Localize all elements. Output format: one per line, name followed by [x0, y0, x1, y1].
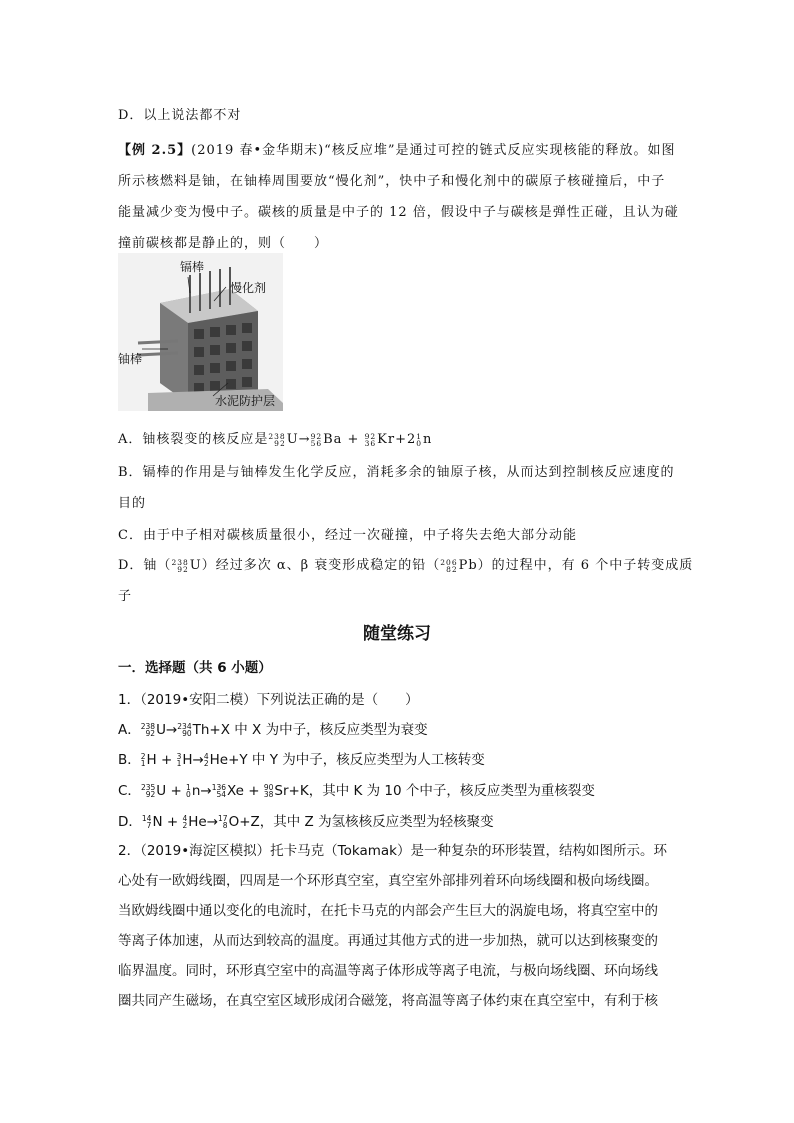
- q1-option-b: B． 2 1 H + 3 1 H→ 4 2 He+Y 中 Y 为中子，核反应类型为人工核转变: [118, 752, 485, 768]
- q2-line-5: 临界温度。同时，环形真空室中的高温等离子体形成等离子电流，与极向场线圈、环向场线: [118, 963, 658, 979]
- q1-b-text: He+Y 中 Y 为中子，核反应类型为人工核转变: [209, 752, 485, 768]
- previous-option-d: D．以上说法都不对: [118, 108, 242, 123]
- q1-a-text: Th+X 中 X 为中子，核反应类型为衰变: [192, 722, 428, 738]
- q2-line-4: 等离子体加速，从而达到较高的温度。再通过其他方式的进一步加热，就可以达到核聚变的: [118, 933, 658, 949]
- q1-d-text: O+Z，其中 Z 为氢核核反应类型为轻核聚变: [228, 814, 494, 830]
- label-concrete-shield: 水泥防护层: [215, 394, 276, 408]
- q1-option-d: D． 14 7 N + 4 2 He→ 17 8 O+Z，其中 Z 为氢核核反应类型为轻核聚变: [118, 814, 494, 830]
- option-a-text: A．铀核裂变的核反应是: [118, 432, 269, 447]
- q2-line-6: 圈共同产生磁场，在真空室区域形成闭合磁笼，将高温等离子体约束在真空室中，有利于核: [118, 993, 658, 1009]
- q1-option-a: A． 238 92 U→ 234 90 Th+X 中 X 为中子，核反应类型为衰变: [118, 722, 428, 738]
- option-b-line-1: B．镉棒的作用是与铀棒发生化学反应，消耗多余的铀原子核，从而达到控制核反应速度的: [118, 465, 675, 480]
- q1-c-text: Sr+K，其中 K 为 10 个中子，核反应类型为重核裂变: [274, 783, 595, 799]
- label-cadmium-rod: 镉棒: [180, 260, 205, 274]
- reactor-figure: [118, 253, 283, 411]
- q1-option-c: C． 235 92 U + 1 0 n→ 136 54 Xe + 90 38 Sr+K，其中 K 为 10 个中子，核反应类型为重核裂变: [118, 783, 595, 799]
- label-moderator: 慢化剂: [230, 281, 267, 295]
- section-title: 随堂练习: [363, 624, 431, 644]
- q2-line-2: 心处有一欧姆线圈，四周是一个环形真空室，真空室外部排列着环向场线圈和极向场线圈。: [118, 873, 658, 889]
- section-header: 一．选择题（共 6 小题）: [118, 660, 272, 676]
- example-tag: 【例 2.5】: [118, 143, 192, 158]
- option-d-part-1: D．铀（: [118, 558, 172, 573]
- option-d-line-2: 子: [118, 589, 133, 604]
- option-d-line-1: D．铀（ 238 92 U）经过多次 α、β 衰变形成稳定的铅（ 206 82 Pb）的过程中，有 6 个中子转变成质: [118, 557, 694, 574]
- option-d-part-2: U）经过多次 α、β 衰变形成稳定的铅（: [189, 558, 441, 573]
- example-line-2: 所示核燃料是铀，在铀棒周围要放“慢化剂”，快中子和慢化剂中的碳原子核碰撞后，中子: [118, 174, 666, 189]
- q1-stem: 1．（2019•安阳二模）下列说法正确的是（ ）: [118, 692, 419, 708]
- q2-line-1: 2．（2019•海淀区模拟）托卡马克（Tokamak）是一种复杂的环形装置，结构如图所示。环: [118, 843, 667, 859]
- example-line-4: 撞前碳核都是静止的，则（ ）: [118, 236, 329, 251]
- option-c: C．由于中子相对碳核质量很小，经过一次碰撞，中子将失去绝大部分动能: [118, 528, 577, 543]
- option-a: A．铀核裂变的核反应是 238 92 U→ 92 56 Ba + 92 36 Kr+2 1 0 n: [118, 431, 433, 448]
- q2-paragraph: [118, 836, 678, 1016]
- example-line-3: 能量减少变为慢中子。碳核的质量是中子的 12 倍，假设中子与碳核是弹性正碰，且认为碰: [118, 205, 679, 220]
- label-uranium-rod: 铀棒: [118, 352, 143, 366]
- example-text-1: (2019 春•金华期末)“核反应堆”是通过可控的链式反应实现核能的释放。如图: [191, 143, 676, 158]
- option-d-part-3: Pb）的过程中，有 6 个中子转变成质: [458, 558, 694, 573]
- q2-line-3: 当欧姆线圈中通以变化的电流时，在托卡马克的内部会产生巨大的涡旋电场，将真空室中的: [118, 903, 658, 919]
- option-b-line-2: 目的: [118, 496, 147, 511]
- example-line-1: [118, 139, 675, 158]
